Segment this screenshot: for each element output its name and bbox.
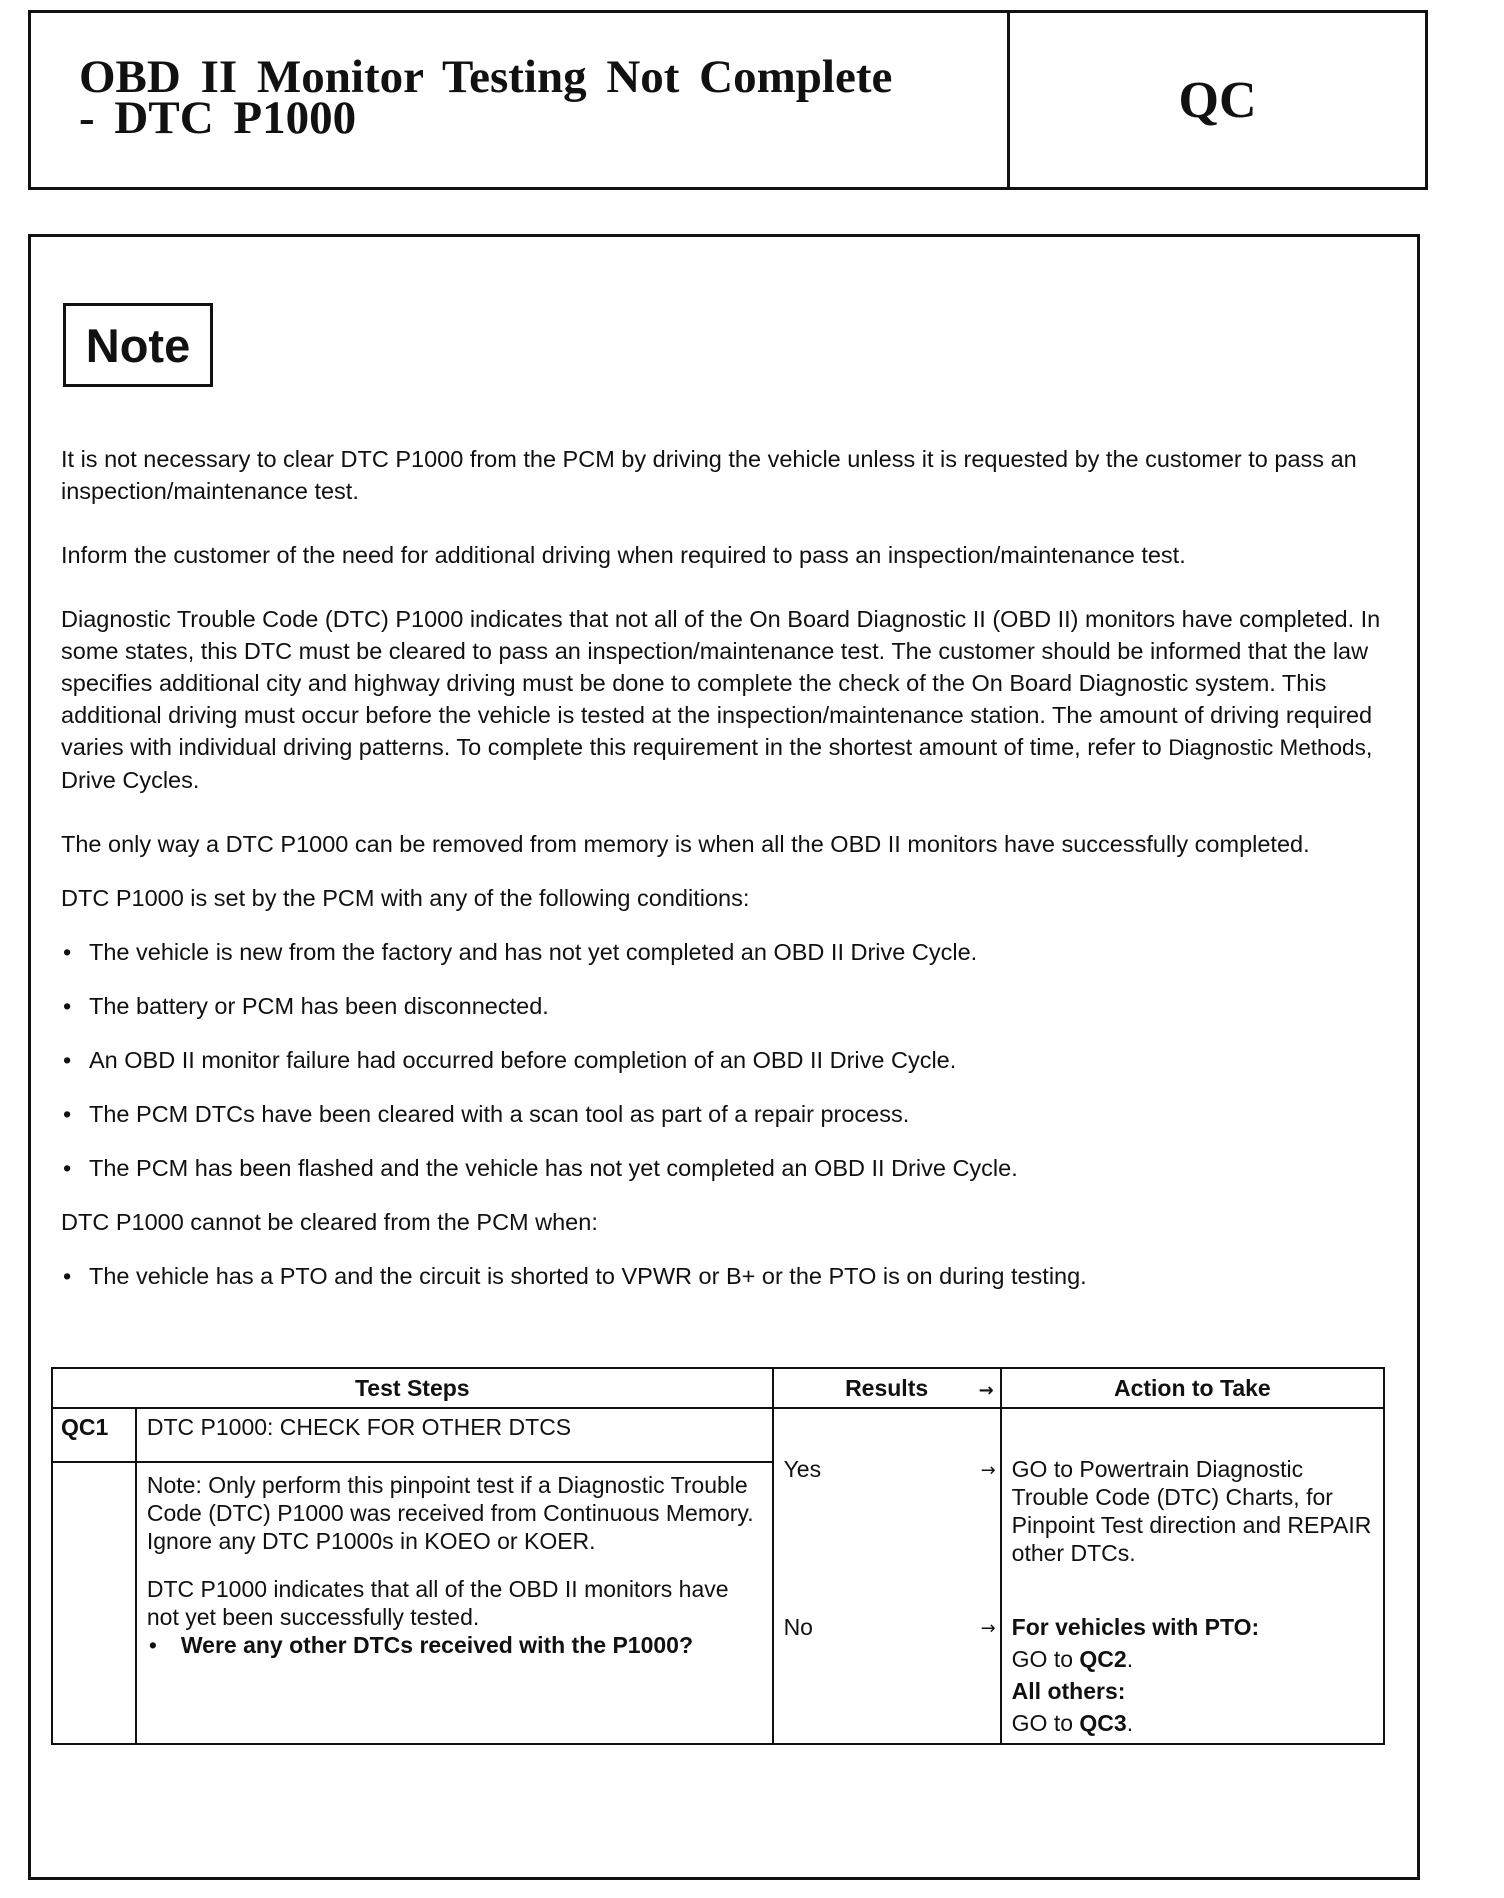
table-row	[52, 1408, 1384, 1462]
action-cell	[1001, 1408, 1384, 1744]
action-others-go	[1012, 1709, 1373, 1743]
paragraph-dtc-description	[61, 603, 1411, 796]
step-description: DTC P1000 indicates that all of the OBD II monitors have not yet been successfully tested.	[146, 1576, 729, 1631]
diagnostic-methods-link[interactable]: Diagnostic Methods	[1168, 735, 1366, 760]
arrow-icon: →	[980, 1460, 996, 1481]
paragraph-inform-customer: Inform the customer of the need for additional driving when required to pass an inspection/maintenance test.	[61, 542, 1186, 568]
result-yes-label: Yes	[783, 1456, 822, 1482]
step-note: Note: Only perform this pinpoint test if a Diagnostic Trouble Code (DTC) P1000 was received from Continuous Memory. Ignore any DTC P1000s in KOEO or KOER.	[146, 1472, 754, 1555]
list-item: • The vehicle is new from the factory and has not yet completed an OBD II Drive Cycle.	[61, 936, 1411, 968]
paragraph-dtc-tail: , Drive Cycles.	[61, 734, 1373, 793]
page-header	[28, 10, 1428, 190]
results-cell	[773, 1408, 1001, 1744]
arrow-icon: →	[980, 1618, 996, 1639]
link-qc2[interactable]: QC2	[1079, 1646, 1127, 1672]
header-results-label: Results	[845, 1375, 929, 1401]
action-yes: GO to Powertrain Diagnostic Trouble Code (DTC) Charts, for Pinpoint Test direction and REPAIR other DTCs.	[1011, 1456, 1372, 1566]
step-id: QC1	[52, 1408, 136, 1462]
action-others-label: All others:	[1011, 1678, 1126, 1704]
step-body	[136, 1462, 773, 1744]
paragraph-not-necessary: It is not necessary to clear DTC P1000 from the PCM by driving the vehicle unless it is requested by the customer to pass an inspection/maintenance test.	[61, 446, 1357, 504]
action-pto-go-text: GO to	[1011, 1646, 1074, 1672]
header-test-steps: Test Steps	[52, 1368, 773, 1408]
page-title	[31, 13, 1010, 187]
header-action: Action to Take	[1001, 1368, 1384, 1408]
table-header-row	[52, 1368, 1384, 1408]
clear-conditions-list	[61, 1260, 1411, 1292]
action-pto-label: For vehicles with PTO:	[1011, 1614, 1260, 1640]
list-item: • The vehicle has a PTO and the circuit is shorted to VPWR or B+ or the PTO is on during testing.	[61, 1260, 1411, 1292]
list-item: • The battery or PCM has been disconnected.	[61, 990, 1411, 1022]
result-yes	[783, 1455, 996, 1483]
result-no-label: No	[783, 1614, 813, 1640]
step-title: DTC P1000: CHECK FOR OTHER DTCS	[136, 1408, 773, 1462]
action-pto-go	[1012, 1645, 1373, 1673]
note-content	[61, 443, 1411, 1314]
paragraph-set-intro: DTC P1000 is set by the PCM with any of the following conditions:	[61, 885, 750, 911]
arrow-icon: →	[978, 1380, 994, 1401]
step-question: • Were any other DTCs received with the P1000?	[147, 1631, 762, 1659]
set-conditions-list	[61, 936, 1411, 1184]
list-item: • The PCM has been flashed and the vehicle has not yet completed an OBD II Drive Cycle.	[61, 1152, 1411, 1184]
content-box	[28, 234, 1420, 1880]
step-id-spacer	[52, 1462, 136, 1744]
action-period: .	[1126, 1710, 1134, 1736]
note-badge: Note	[63, 303, 213, 387]
list-item: • The PCM DTCs have been cleared with a scan tool as part of a repair process.	[61, 1098, 1411, 1130]
title-line-2: - DTC P1000	[79, 92, 357, 144]
action-others-go-text: GO to	[1011, 1710, 1074, 1736]
test-steps-table	[51, 1367, 1385, 1745]
link-qc3[interactable]: QC3	[1079, 1710, 1127, 1736]
paragraph-cannot-clear: DTC P1000 cannot be cleared from the PCM when:	[61, 1209, 598, 1235]
section-code: QC	[1178, 71, 1257, 129]
result-no	[783, 1613, 996, 1641]
action-period: .	[1126, 1646, 1134, 1672]
paragraph-dtc-main: Diagnostic Trouble Code (DTC) P1000 indicates that not all of the On Board Diagnostic II (OBD II) monitors have completed. In some states, this DTC must be cleared to pass an inspection/maintenance test. The customer should be informed that the law specifies additional city and highway driving must be done to complete the check of the On Board Diagnostic system. This additional driving must occur before the vehicle is tested at the inspection/maintenance station. The amount of driving required varies with individual driving patterns. To complete this requirement in the shortest amount of time, refer to	[61, 606, 1381, 760]
list-item: • An OBD II monitor failure had occurred before completion of an OBD II Drive Cycle.	[61, 1044, 1411, 1076]
header-results	[773, 1368, 1001, 1408]
paragraph-removal: The only way a DTC P1000 can be removed from memory is when all the OBD II monitors have successfully completed.	[61, 831, 1310, 857]
title-line-1: OBD II Monitor Testing Not Complete	[79, 51, 893, 103]
